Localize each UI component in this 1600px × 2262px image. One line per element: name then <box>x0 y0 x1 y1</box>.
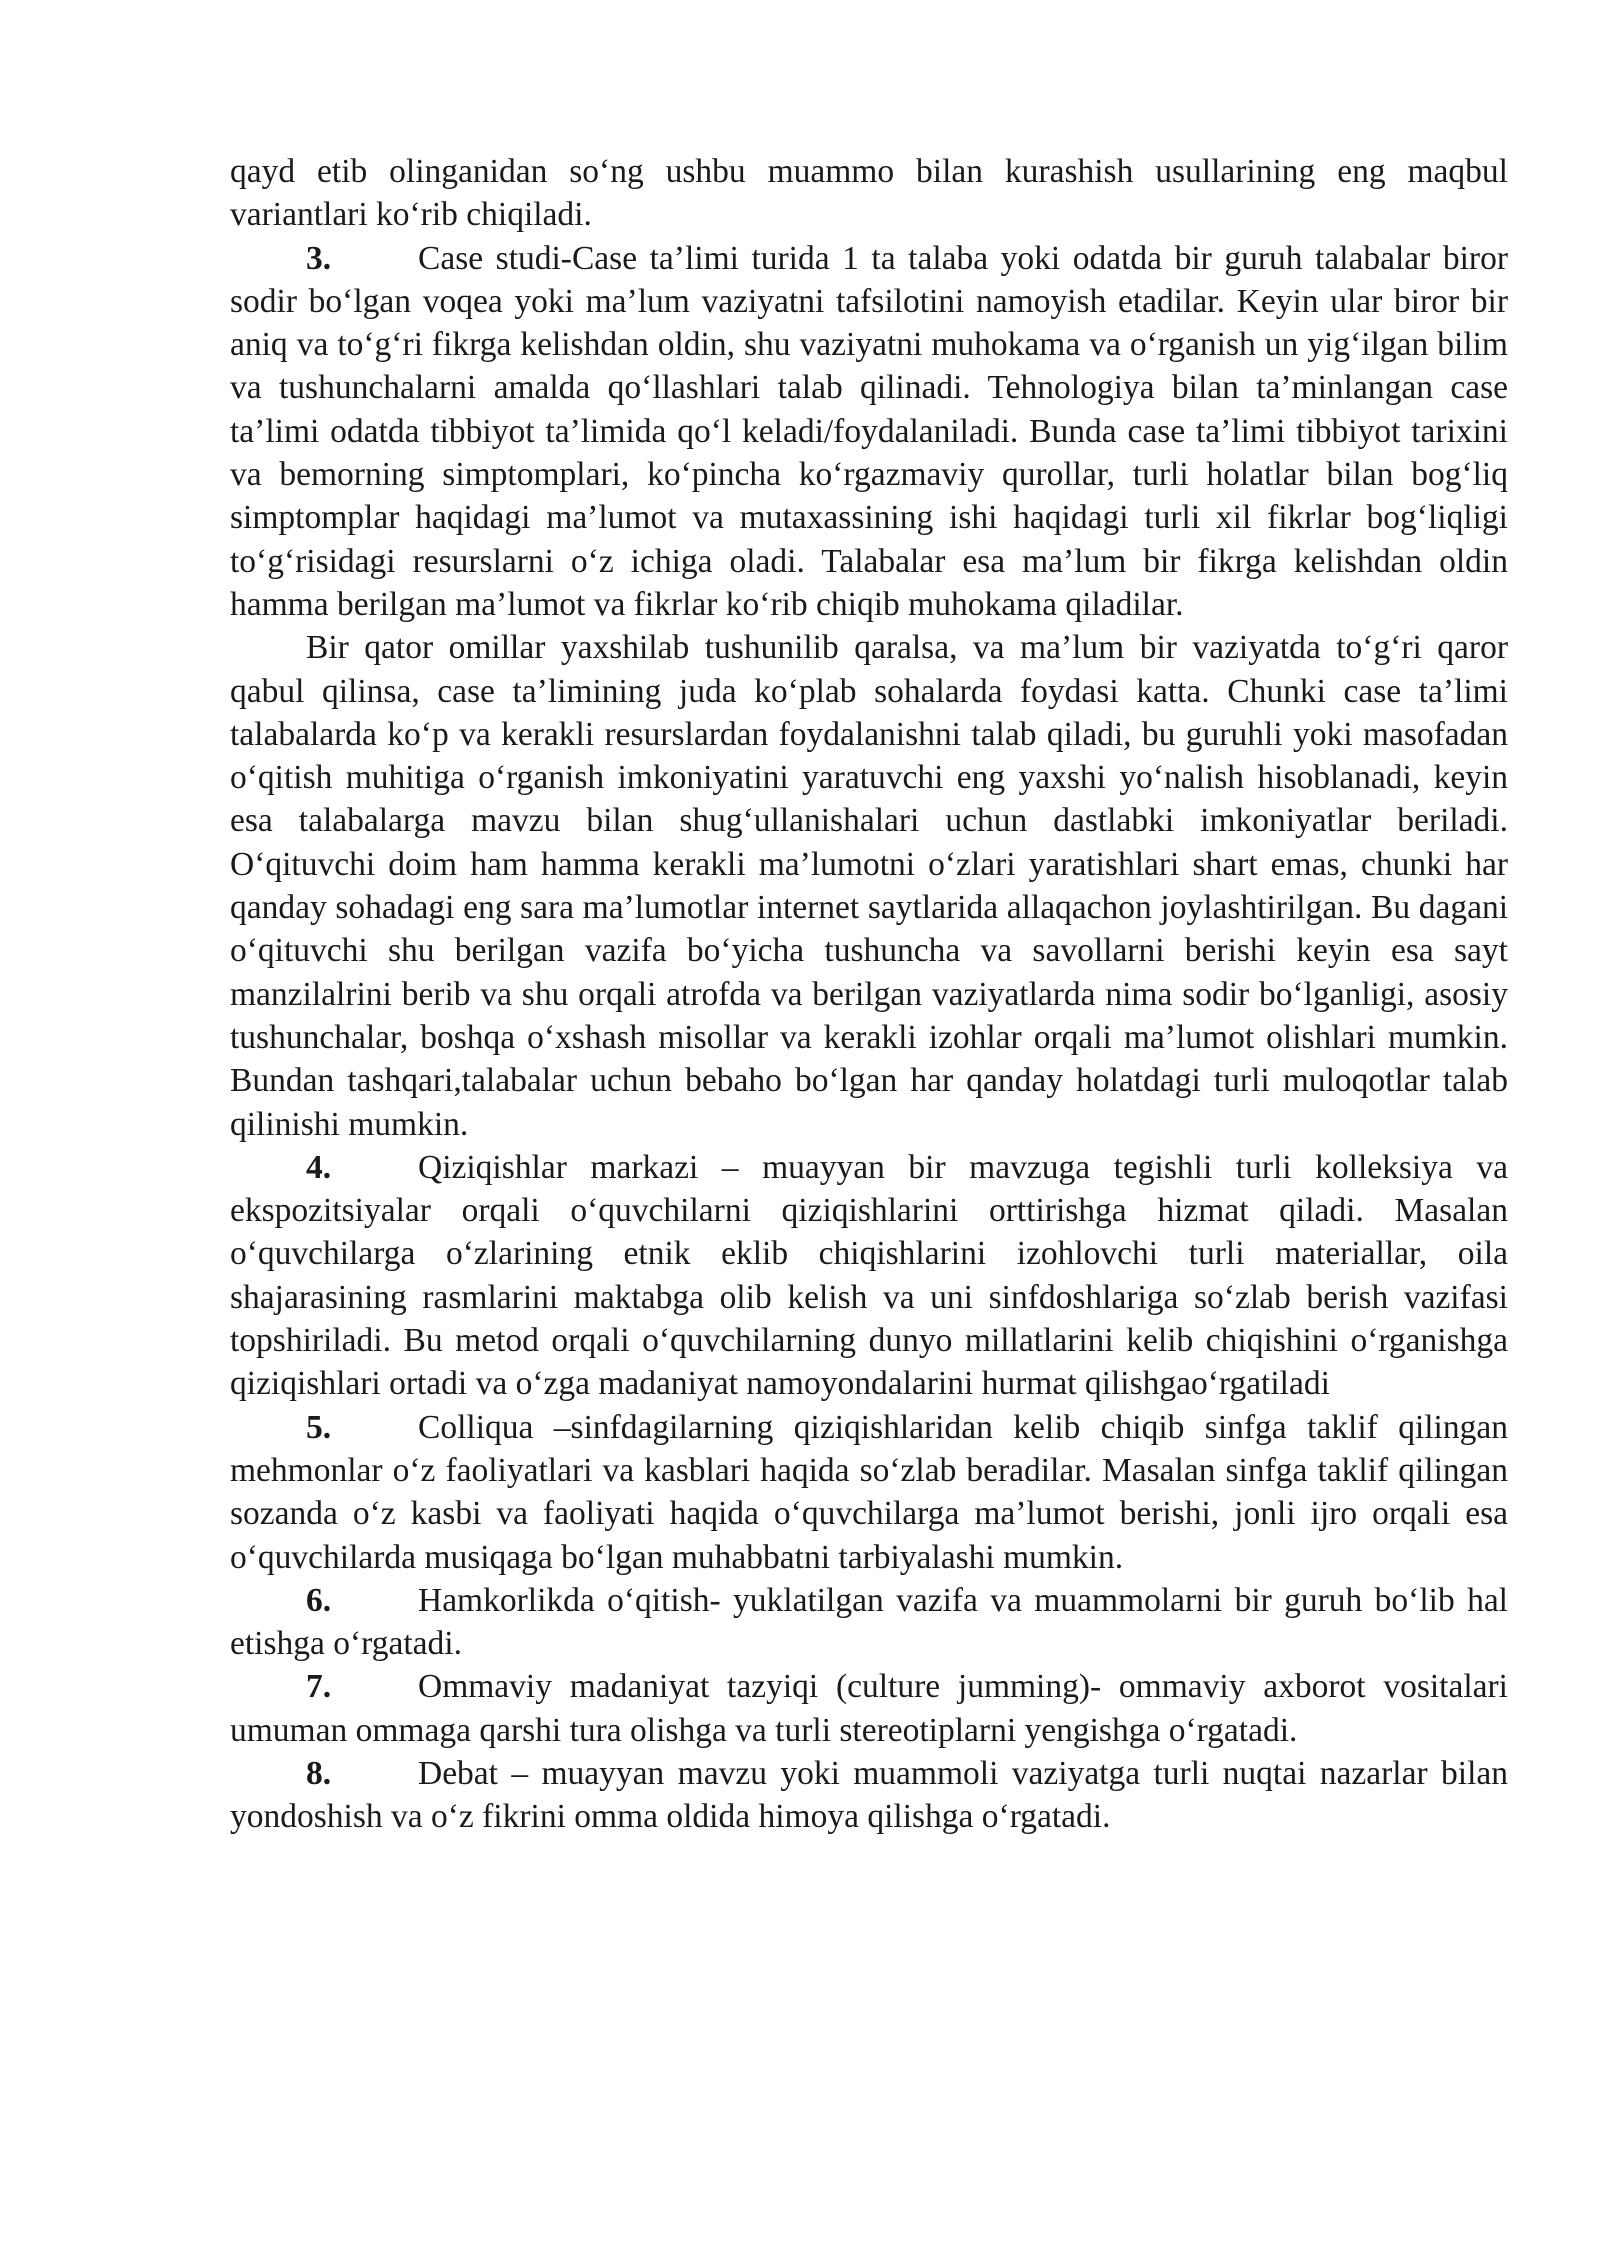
paragraph-case-benefits <box>230 626 1508 1146</box>
list-item-text: Ommaviy madaniyat tazyiqi (culture jumming)- ommaviy axborot vositalari umuman ommaga qarshi tura olishga va turli stereotiplarni yengishga o‘rgatadi. <box>230 1668 1508 1749</box>
list-item-4 <box>230 1146 1508 1406</box>
list-item-text: Debat – muayyan mavzu yoki muammoli vaziyatga turli nuqtai nazarlar bilan yondoshish va o‘z fikrini omma oldida himoya qilishga o‘rgatadi. <box>230 1754 1508 1836</box>
list-item-number: 5. <box>306 1408 332 1446</box>
list-item-number: 6. <box>306 1581 332 1619</box>
document-page <box>230 150 1508 1839</box>
paragraph-text: qayd etib olinganidan so‘ng ushbu muammo bilan kurashish usullarining eng maqbul variantlari ko‘rib chiqiladi. <box>230 153 1508 234</box>
list-item-number: 7. <box>306 1668 332 1706</box>
paragraph-text: Bir qator omillar yaxshilab tushunilib qaralsa, va ma’lum bir vaziyatda to‘g‘ri qaror qabul qilinsa, case ta’limining juda ko‘plab sohalarda foydasi katta. Chunki case ta’limi talabalarda ko‘p va kerakli resurslardan foydalanishni talab qiladi, bu guruhli yoki masofadan o‘qitish muhitiga o‘rganish imkoniyatini yaratuvchi eng yaxshi yo‘nalish hisoblanadi, keyin esa talabalarga mavzu bilan shug‘ullanishalari uchun dastlabki imkoniyatlar beriladi. O‘qituvchi doim ham hamma kerakli ma’lumotni o‘zlari yaratishlari shart emas, chunki har qanday sohadagi eng sara ma’lumotlar internet saytlarida allaqachon joylashtirilgan. Bu dagani o‘qituvchi shu berilgan vazifa bo‘yicha tushuncha va savollarni berishi keyin esa sayt manzilalrini berib va shu orqali atrofda va berilgan vaziyatlarda nima sodir bo‘lganligi, asosiy tushunchalar, boshqa o‘xshash misollar va kerakli izohlar orqali ma’lumot olishlari mumkin. Bundan tashqari,talabalar uchun bebaho bo‘lgan har qanday holatdagi turli muloqotlar talab qilinishi mumkin. <box>230 629 1508 1143</box>
paragraph-continuation <box>230 150 1508 237</box>
list-item-8 <box>230 1752 1508 1839</box>
list-item-7 <box>230 1665 1508 1752</box>
list-item-5 <box>230 1406 1508 1579</box>
list-item-text: Qiziqishlar markazi – muayyan bir mavzuga tegishli turli kolleksiya va ekspozitsiyalar orqali o‘quvchilarni qiziqishlarini orttirishga hizmat qiladi. Masalan o‘quvchilarga o‘zlarining etnik eklib chiqishlarini izohlovchi turli materiallar, oila shajarasining rasmlarini maktabga olib kelish va uni sinfdoshlariga so‘zlab berish vazifasi topshiriladi. Bu metod orqali o‘quvchilarning dunyo millatlarini kelib chiqishini o‘rganishga qiziqishlari ortadi va o‘zga madaniyat namoyondalarini hurmat qilishgao‘rgatiladi <box>230 1148 1508 1403</box>
list-item-number: 3. <box>306 239 332 277</box>
list-item-6 <box>230 1579 1508 1666</box>
list-item-text: Hamkorlikda o‘qitish- yuklatilgan vazifa va muammolarni bir guruh bo‘lib hal etishga o‘rgatadi. <box>230 1581 1508 1663</box>
list-item-number: 4. <box>306 1148 332 1186</box>
list-item-text: Case studi-Case ta’limi turida 1 ta talaba yoki odatda bir guruh talabalar biror sodir bo‘lgan voqea yoki ma’lum vaziyatni tafsilotini namoyish etadilar. Keyin ular biror bir aniq va to‘g‘ri fikrga kelishdan oldin, shu vaziyatni muhokama va o‘rganish un yig‘ilgan bilim va tushunchalarni amalda qo‘llashlari talab qilinadi. Tehnologiya bilan ta’minlangan case ta’limi odatda tibbiyot ta’limida qo‘l keladi/foydalaniladi. Bunda case ta’limi tibbiyot tarixini va bemorning simptomplari, ko‘pincha ko‘rgazmaviy qurollar, turli holatlar bilan bog‘liq simptomplar haqidagi ma’lumot va mutaxassining ishi haqidagi turli xil fikrlar bog‘liqligi to‘g‘risidagi resurslarni o‘z ichiga oladi. Talabalar esa ma’lum bir fikrga kelishdan oldin hamma berilgan ma’lumot va fikrlar ko‘rib chiqib muhokama qiladilar. <box>230 239 1508 623</box>
list-item-number: 8. <box>306 1754 332 1792</box>
list-item-3 <box>230 237 1508 627</box>
list-item-text: Colliqua –sinfdagilarning qiziqishlaridan kelib chiqib sinfga taklif qilingan mehmonlar o‘z faoliyatlari va kasblari haqida so‘zlab beradilar. Masalan sinfga taklif qilingan sozanda o‘z kasbi va faoliyati haqida o‘quvchilarga ma’lumot berishi, jonli ijro orqali esa o‘quvchilarda musiqaga bo‘lgan muhabbatni tarbiyalashi mumkin. <box>230 1408 1508 1576</box>
